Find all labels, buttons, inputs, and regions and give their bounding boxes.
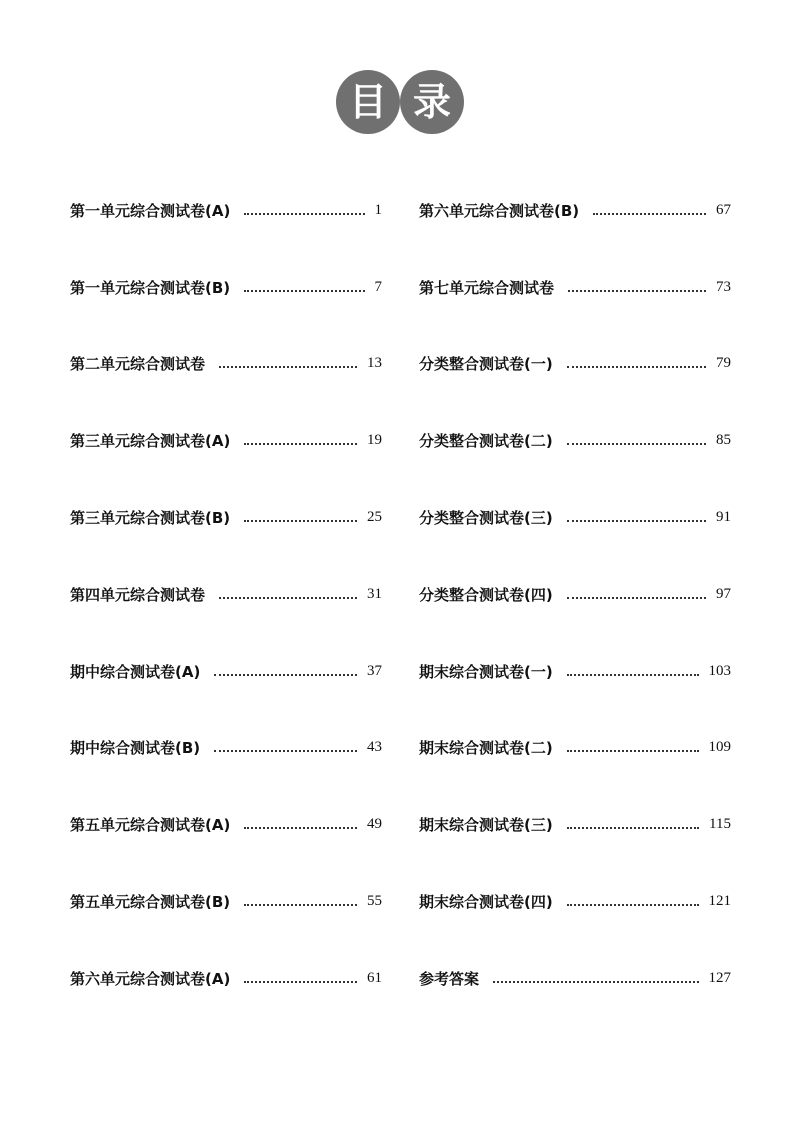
dot-leader	[567, 674, 699, 676]
toc-entry-title: 第三单元综合测试卷(B)	[70, 508, 231, 527]
dot-leader	[593, 213, 706, 215]
toc-entry[interactable]	[70, 505, 382, 529]
dot-leader	[244, 981, 357, 983]
toc-entry-page: 25	[367, 508, 382, 525]
toc-entry-page: 103	[708, 662, 731, 679]
toc-entry-title: 第五单元综合测试卷(B)	[70, 892, 231, 911]
toc-entry-page: 73	[716, 278, 731, 295]
title-char-1: 目	[336, 70, 400, 134]
toc-entry[interactable]	[419, 275, 731, 299]
toc-entry-title: 参考答案	[419, 969, 480, 988]
toc-entry[interactable]	[70, 812, 382, 836]
toc-entry-title: 期末综合测试卷(三)	[419, 815, 553, 834]
dot-leader	[219, 597, 357, 599]
dot-leader	[244, 443, 357, 445]
toc-entry[interactable]	[419, 966, 731, 990]
toc-entry[interactable]	[70, 428, 382, 452]
dot-leader	[567, 366, 706, 368]
toc-entry-page: 37	[367, 662, 382, 679]
toc-entry-title: 第三单元综合测试卷(A)	[70, 431, 231, 450]
dot-leader	[567, 904, 699, 906]
toc-entry-page: 19	[367, 431, 382, 448]
toc-entry[interactable]	[419, 889, 731, 913]
toc-entry-title: 分类整合测试卷(三)	[419, 508, 553, 527]
dot-leader	[493, 981, 698, 983]
toc-entry-title: 期中综合测试卷(A)	[70, 662, 201, 681]
toc-entry-title: 第二单元综合测试卷	[70, 354, 206, 373]
toc-entry[interactable]	[419, 582, 731, 606]
toc-entry-title: 第一单元综合测试卷(B)	[70, 278, 231, 297]
toc-entry-page: 61	[367, 969, 382, 986]
toc-entry-title: 第六单元综合测试卷(B)	[419, 201, 580, 220]
toc-entry-title: 第四单元综合测试卷	[70, 585, 206, 604]
toc-entry[interactable]	[419, 428, 731, 452]
toc-entry-page: 115	[709, 815, 731, 832]
toc-entry-title: 分类整合测试卷(一)	[419, 354, 553, 373]
toc-entry[interactable]	[70, 966, 382, 990]
toc-entry-page: 121	[708, 892, 731, 909]
toc-entry[interactable]	[70, 351, 382, 375]
toc-entry[interactable]	[70, 198, 382, 222]
toc-entry-page: 55	[367, 892, 382, 909]
dot-leader	[567, 520, 706, 522]
toc-entry-page: 31	[367, 585, 382, 602]
toc-entry-title: 期末综合测试卷(四)	[419, 892, 553, 911]
toc-entry-page: 109	[708, 738, 731, 755]
toc-entry[interactable]	[419, 505, 731, 529]
dot-leader	[567, 827, 699, 829]
toc-entry-page: 79	[716, 354, 731, 371]
toc-entry-page: 97	[716, 585, 731, 602]
toc-entry-title: 期中综合测试卷(B)	[70, 738, 201, 757]
dot-leader	[214, 674, 357, 676]
dot-leader	[244, 520, 357, 522]
toc-entry[interactable]	[70, 275, 382, 299]
dot-leader	[567, 443, 706, 445]
toc-entry[interactable]	[70, 582, 382, 606]
dot-leader	[244, 827, 357, 829]
dot-leader	[567, 750, 699, 752]
toc-entry[interactable]	[70, 889, 382, 913]
dot-leader	[568, 290, 706, 292]
toc-entry[interactable]	[70, 659, 382, 683]
toc-entry[interactable]	[419, 351, 731, 375]
toc-entry[interactable]	[419, 659, 731, 683]
toc-entry-title: 第一单元综合测试卷(A)	[70, 201, 231, 220]
toc-entry-page: 13	[367, 354, 382, 371]
toc-entry-title: 第五单元综合测试卷(A)	[70, 815, 231, 834]
toc-entry-page: 49	[367, 815, 382, 832]
toc-entry-title: 分类整合测试卷(四)	[419, 585, 553, 604]
toc-entry-title: 期末综合测试卷(一)	[419, 662, 553, 681]
toc-entry-title: 第七单元综合测试卷	[419, 278, 555, 297]
toc-entry[interactable]	[419, 735, 731, 759]
toc-entry-page: 7	[374, 278, 382, 295]
toc-entry[interactable]	[419, 198, 731, 222]
dot-leader	[567, 597, 706, 599]
toc-entry-title: 分类整合测试卷(二)	[419, 431, 553, 450]
toc-entry-page: 91	[716, 508, 731, 525]
dot-leader	[219, 366, 357, 368]
dot-leader	[214, 750, 357, 752]
toc-entry-title: 期末综合测试卷(二)	[419, 738, 553, 757]
toc-entry[interactable]	[70, 735, 382, 759]
dot-leader	[244, 904, 357, 906]
toc-entry-title: 第六单元综合测试卷(A)	[70, 969, 231, 988]
dot-leader	[244, 290, 364, 292]
toc-entry-page: 85	[716, 431, 731, 448]
toc-entry-page: 43	[367, 738, 382, 755]
toc-entry-page: 1	[374, 201, 382, 218]
title-char-2: 录	[400, 70, 464, 134]
toc-entry[interactable]	[419, 812, 731, 836]
toc-entry-page: 127	[708, 969, 731, 986]
dot-leader	[244, 213, 364, 215]
toc-entry-page: 67	[716, 201, 731, 218]
